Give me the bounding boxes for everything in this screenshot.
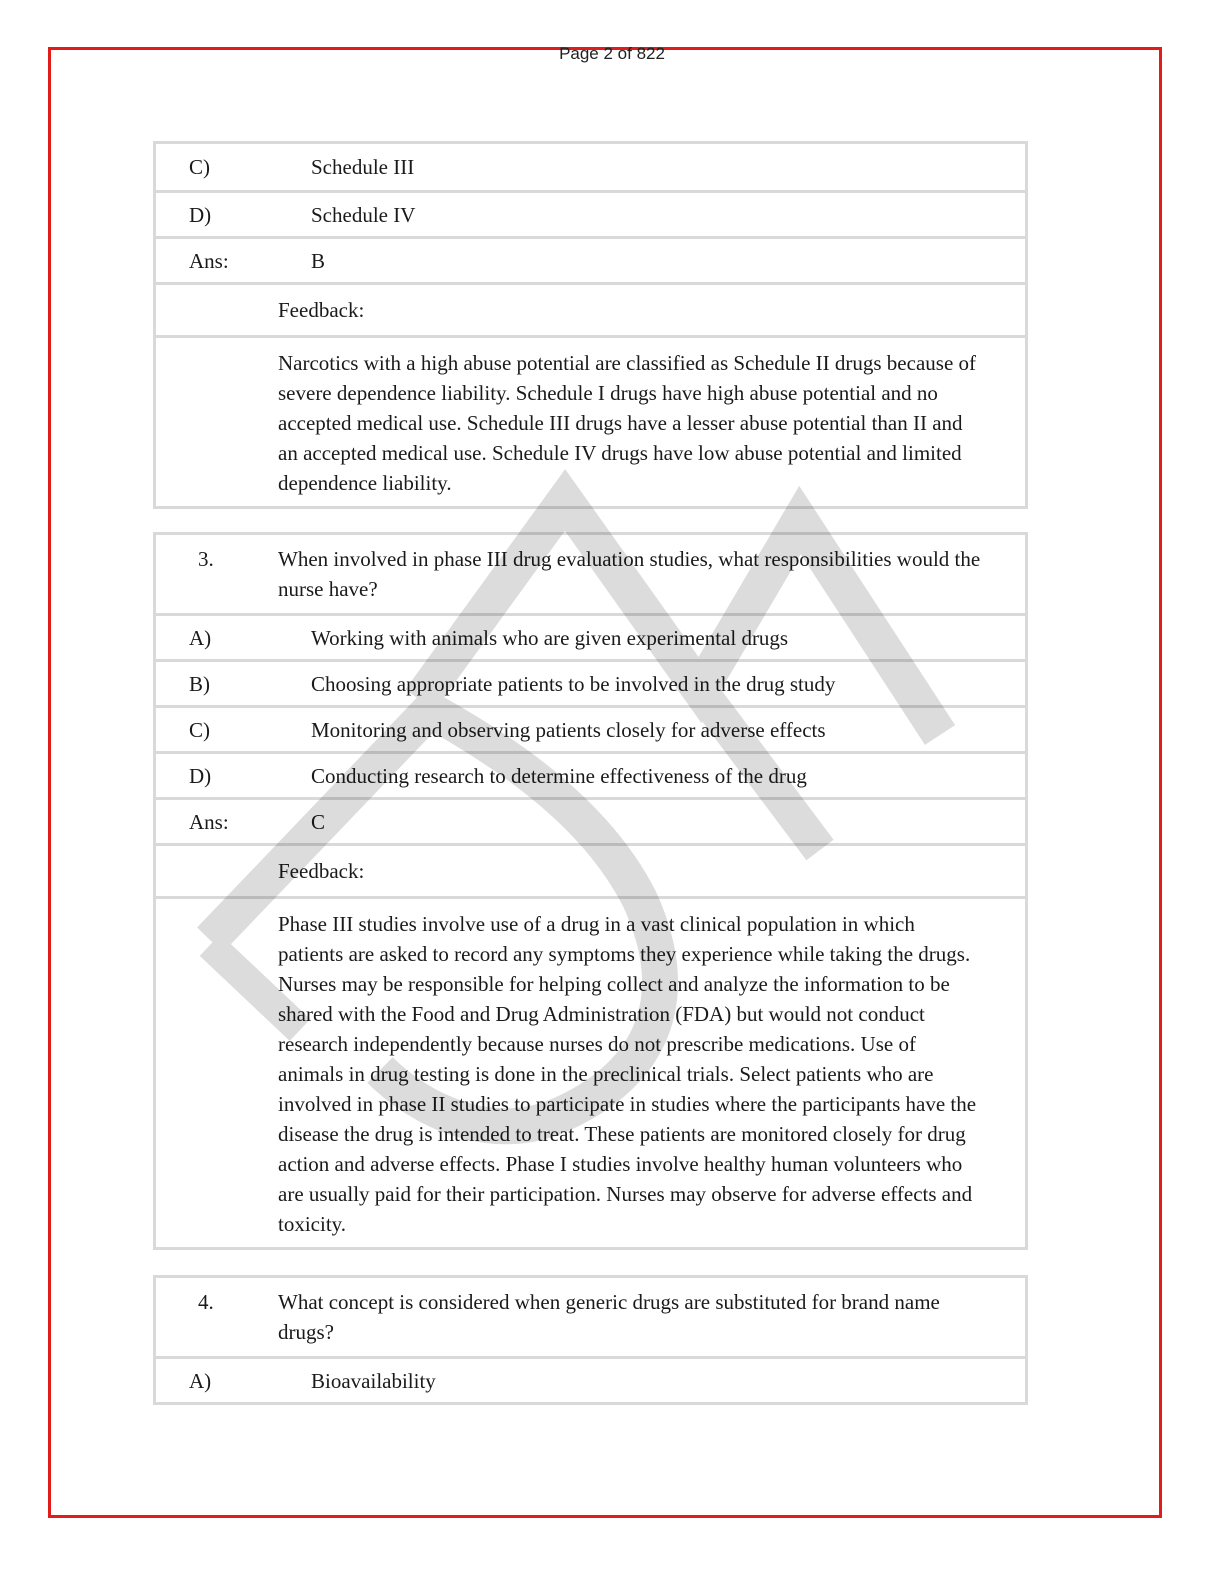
option-letter: D) <box>189 202 212 227</box>
feedback-label: Feedback: <box>278 859 365 883</box>
option-letter: C) <box>189 155 210 179</box>
option-row <box>156 659 1025 705</box>
option-text: Bioavailability <box>311 1368 436 1393</box>
question-number: 3. <box>198 547 214 571</box>
answer-label: Ans: <box>189 809 229 834</box>
question-row <box>156 1278 1025 1356</box>
question-block-2-continued <box>153 141 1028 509</box>
option-row <box>156 1356 1025 1402</box>
option-row <box>156 190 1025 236</box>
option-text: Working with animals who are given experimental drugs <box>311 625 789 650</box>
option-row <box>156 613 1025 659</box>
feedback-text: Narcotics with a high abuse potential are classified as Schedule II drugs because of severe dependence liability. Schedule I drugs have high abuse potential and no accepted medical use. Schedule III drugs have a lesser abuse potential than II and an accepted medical use. Schedule IV drugs have low abuse potential and limited dependence liability. <box>278 351 977 495</box>
answer-row <box>156 797 1025 843</box>
option-text: Monitoring and observing patients closely for adverse effects <box>311 717 826 742</box>
answer-label: Ans: <box>189 248 229 273</box>
option-letter: B) <box>189 671 210 696</box>
option-row <box>156 144 1025 190</box>
feedback-label: Feedback: <box>278 298 365 322</box>
option-text: Schedule IV <box>311 202 416 227</box>
answer-row <box>156 236 1025 282</box>
option-text: Schedule III <box>311 155 415 179</box>
feedback-header-row <box>156 843 1025 896</box>
option-letter: C) <box>189 717 210 742</box>
question-block-3 <box>153 532 1028 1250</box>
option-row <box>156 705 1025 751</box>
option-text: Choosing appropriate patients to be involved in the drug study <box>311 671 836 696</box>
question-text: When involved in phase III drug evaluation studies, what responsibilities would the nurse have? <box>278 547 981 601</box>
question-text: What concept is considered when generic drugs are substituted for brand name drugs? <box>278 1290 940 1344</box>
question-row <box>156 535 1025 613</box>
answer-value: B <box>311 248 326 273</box>
question-block-4 <box>153 1275 1028 1405</box>
question-number: 4. <box>198 1290 214 1314</box>
feedback-header-row <box>156 282 1025 335</box>
option-text: Conducting research to determine effectiveness of the drug <box>311 763 807 788</box>
option-row <box>156 751 1025 797</box>
feedback-text: Phase III studies involve use of a drug in a vast clinical population in which patients are asked to record any symptoms they experience while taking the drugs. Nurses may be responsible for helping collect and analyze the information to be shared with the Food and Drug Administration (FDA) but would not conduct research independently because nurses do not prescribe medications. Use of animals in drug testing is done in the preclinical trials. Select patients who are involved in phase II studies to participate in studies where the participants have the disease the drug is intended to treat. These patients are monitored closely for drug action and adverse effects. Phase I studies involve healthy human volunteers who are usually paid for their participation. Nurses may observe for adverse effects and toxicity. <box>278 912 977 1236</box>
feedback-row <box>156 896 1025 1247</box>
option-letter: A) <box>189 625 212 650</box>
feedback-row <box>156 335 1025 506</box>
option-letter: D) <box>189 763 212 788</box>
answer-value: C <box>311 809 326 834</box>
option-letter: A) <box>189 1368 212 1393</box>
page-number: Page 2 of 822 <box>559 44 665 63</box>
